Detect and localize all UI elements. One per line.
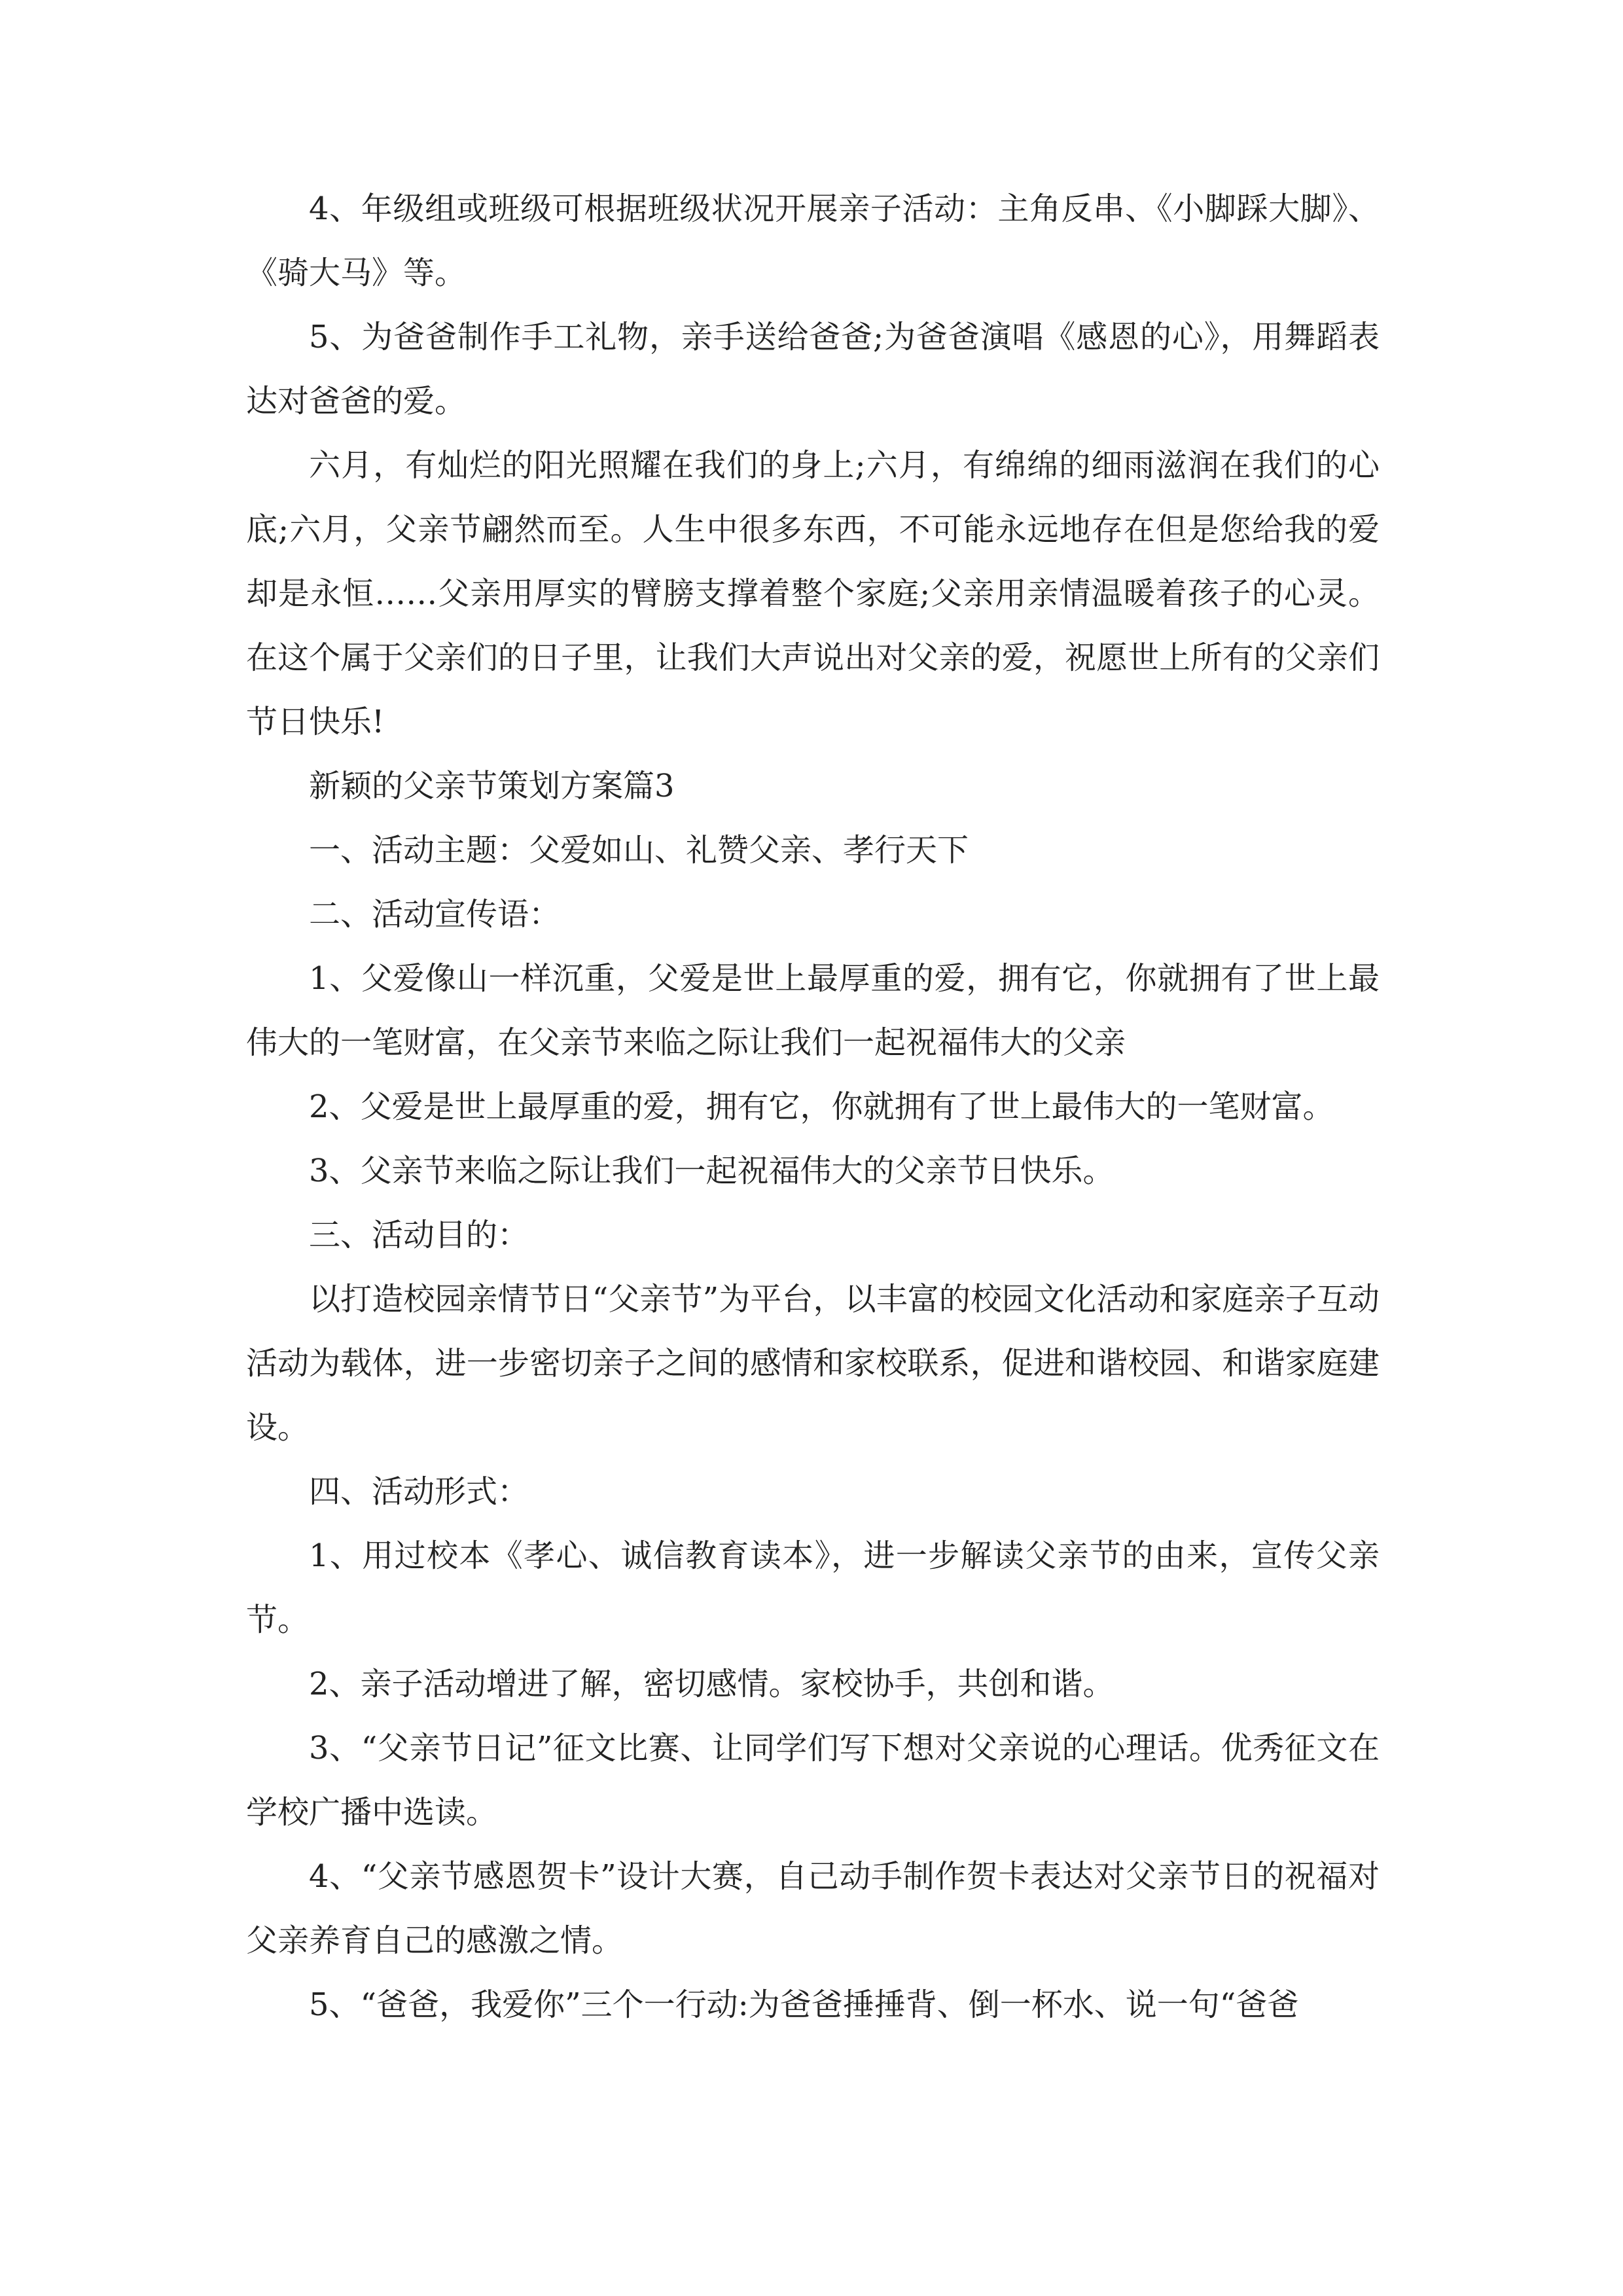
format-item-1: 1、用过校本《孝心、诚信教育读本》，进一步解读父亲节的由来，宣传父亲节。 — [246, 1537, 1380, 1638]
heading-theme: 一、活动主题：父爱如山、礼赞父亲、孝行天下 — [309, 832, 969, 869]
paragraph-item-5: 5、为爸爸制作手工礼物，亲手送给爸爸;为爸爸演唱《感恩的心》，用舞蹈表达对爸爸的爱。 — [246, 319, 1380, 420]
format-item-5: 5、“爸爸，我爱你”三个一行动:为爸爸捶捶背、倒一杯水、说一句“爸爸 — [309, 1986, 1299, 2023]
format-item-4: 4、“父亲节感恩贺卡”设计大赛，自己动手制作贺卡表达对父亲节日的祝福对父亲养育自己的感激之情。 — [246, 1858, 1380, 1959]
slogan-3: 3、父亲节来临之际让我们一起祝福伟大的父亲节日快乐。 — [309, 1153, 1115, 1189]
slogan-1: 1、父爱像山一样沉重，父爱是世上最厚重的爱，拥有它，你就拥有了世上最伟大的一笔财富，在父亲节来临之际让我们一起祝福伟大的父亲 — [246, 960, 1380, 1061]
format-item-2: 2、亲子活动增进了解，密切感情。家校协手，共创和谐。 — [309, 1666, 1115, 1702]
section-title: 新颖的父亲节策划方案篇3 — [309, 768, 675, 804]
purpose-text: 以打造校园亲情节日“父亲节”为平台，以丰富的校园文化活动和家庭亲子互动活动为载体，进一步密切亲子之间的感情和家校联系，促进和谐校园、和谐家庭建设。 — [246, 1281, 1380, 1446]
format-item-3: 3、“父亲节日记”征文比赛、让同学们写下想对父亲说的心理话。优秀征文在学校广播中选读。 — [246, 1730, 1380, 1831]
document-page — [246, 177, 1380, 2037]
heading-format: 四、活动形式： — [309, 1473, 529, 1510]
paragraph-item-4: 4、年级组或班级可根据班级状况开展亲子活动：主角反串、《小脚踩大脚》、《骑大马》等。 — [246, 190, 1380, 291]
paragraph-june: 六月，有灿烂的阳光照耀在我们的身上;六月，有绵绵的细雨滋润在我们的心底;六月，父亲节翩然而至。人生中很多东西，不可能永远地存在但是您给我的爱却是永恒……父亲用厚实的臂膀支撑着整个家庭;父亲用亲情温暖着孩子的心灵。在这个属于父亲们的日子里，让我们大声说出对父亲的爱，祝愿世上所有的父亲们节日快乐! — [246, 447, 1380, 740]
heading-slogans: 二、活动宣传语： — [309, 896, 561, 933]
slogan-2: 2、父爱是世上最厚重的爱，拥有它，你就拥有了世上最伟大的一笔财富。 — [309, 1088, 1334, 1125]
heading-purpose: 三、活动目的： — [309, 1217, 529, 1253]
